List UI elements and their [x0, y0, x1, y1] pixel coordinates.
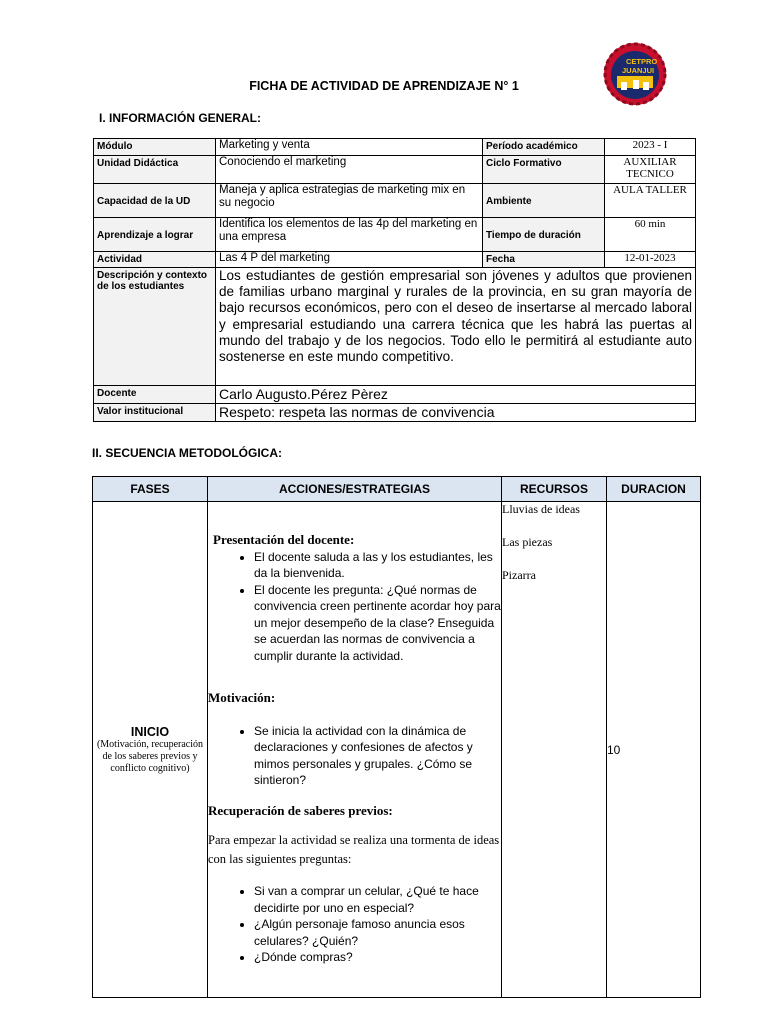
actividad-value: Las 4 P del marketing: [216, 252, 483, 268]
header-duracion: DURACION: [607, 477, 701, 502]
fase-inicio-cell: [93, 502, 208, 998]
list-item: • Si van a comprar un celular, ¿Qué te hace decidirte por uno en especial?: [254, 883, 501, 916]
general-info-table: [93, 138, 696, 422]
aprendizaje-value: Identifica los elementos de las 4p del marketing en una empresa: [216, 218, 483, 252]
recurso-item: Lluvias de ideas: [502, 502, 580, 516]
capacidad-value: Maneja y aplica estrategias de marketing mix en su negocio: [216, 184, 483, 218]
header-fases: FASES: [93, 477, 208, 502]
unidad-value: Conociendo el marketing: [216, 156, 483, 184]
valor-value: Respeto: respeta las normas de convivencia: [216, 404, 696, 422]
tiempo-value: 60 min: [605, 218, 696, 252]
tiempo-label: Tiempo de duración: [483, 218, 605, 252]
descripcion-label: Descripción y contexto de los estudiantes: [94, 268, 216, 386]
docente-value: Carlo Augusto.Pérez Pèrez: [216, 386, 696, 404]
unidad-label: Unidad Didáctica: [94, 156, 216, 184]
capacidad-label: Capacidad de la UD: [94, 184, 216, 218]
modulo-value: Marketing y venta: [216, 139, 483, 156]
ciclo-value: AUXILIAR TECNICO: [605, 156, 696, 184]
presentacion-title: Presentación del docente:: [213, 532, 355, 547]
cetpro-logo: [603, 42, 667, 106]
presentacion-list: [208, 549, 501, 665]
section-general-title: I. INFORMACIÓN GENERAL:: [99, 111, 261, 125]
recuperacion-list: [208, 883, 501, 966]
ambiente-label: Ambiente: [483, 184, 605, 218]
section-secuencia-title: II. SECUENCIA METODOLÓGICA:: [92, 446, 283, 460]
actividad-label: Actividad: [94, 252, 216, 268]
logo-text-bottom: JUANJUI: [622, 66, 655, 75]
aprendizaje-label: Aprendizaje a lograr: [94, 218, 216, 252]
ciclo-label: Ciclo Formativo: [483, 156, 605, 184]
modulo-label: Módulo: [94, 139, 216, 156]
secuencia-table: [92, 476, 701, 998]
logo-text-top: CETPRO: [626, 57, 658, 66]
ambiente-value: AULA TALLER: [605, 184, 696, 218]
recuperacion-title: Recuperación de saberes previos:: [208, 802, 393, 818]
periodo-value: 2023 - I: [605, 139, 696, 156]
recuperacion-text: Para empezar la actividad se realiza una tormenta de ideas con las siguientes preguntas:: [208, 833, 500, 866]
fecha-value: 12-01-2023: [605, 252, 696, 268]
recurso-item: Las piezas: [502, 535, 553, 549]
document-title: FICHA DE ACTIVIDAD DE APRENDIZAJE N° 1: [249, 79, 519, 93]
duracion-cell: 10: [607, 502, 701, 998]
valor-label: Valor institucional: [94, 404, 216, 422]
list-item: • El docente les pregunta: ¿Qué normas de convivencia creen pertinente acordar hoy para un mejor desempeño de la clase? Enseguida se acuerdan las normas de convivencia a cumplir durante la actividad.: [254, 582, 501, 665]
recursos-cell: [502, 502, 607, 998]
list-item: • El docente saluda a las y los estudiantes, les da la bienvenida.: [254, 549, 501, 582]
recurso-item: Pizarra: [502, 568, 536, 582]
header-recursos: RECURSOS: [502, 477, 607, 502]
list-item: • Se inicia la actividad con la dinámica de declaraciones y confesiones de afectos y mimos personales y grupales. ¿Cómo se sintieron?: [254, 723, 501, 789]
descripcion-value: Los estudiantes de gestión empresarial son jóvenes y adultos que provienen de familias urbano marginal y rurales de la provincia, en su gran mayoría de bajo recursos económicos, pero con el deseo de insertarse al mercado laboral y empresarial estudiando una carrera técnica que les habrá las puertas al mundo del trabajo y de los negocios. Todo ello le permitirá al estudiante auto sostenerse en este mundo competitivo.: [216, 268, 696, 386]
fecha-label: Fecha: [483, 252, 605, 268]
docente-label: Docente: [94, 386, 216, 404]
header-acciones: ACCIONES/ESTRATEGIAS: [208, 477, 502, 502]
fase-name: INICIO: [130, 724, 170, 739]
list-item: • ¿Dónde compras?: [254, 949, 501, 966]
fase-subtitle: (Motivación, recuperación de los saberes previos y conflicto cognitivo): [96, 738, 204, 774]
list-item: • ¿Algún personaje famoso anuncia esos celulares? ¿Quién?: [254, 916, 501, 949]
acciones-cell: [208, 502, 502, 998]
motivacion-list: [208, 723, 501, 789]
motivacion-title: Motivación:: [208, 690, 276, 705]
periodo-label: Período académico: [483, 139, 605, 156]
